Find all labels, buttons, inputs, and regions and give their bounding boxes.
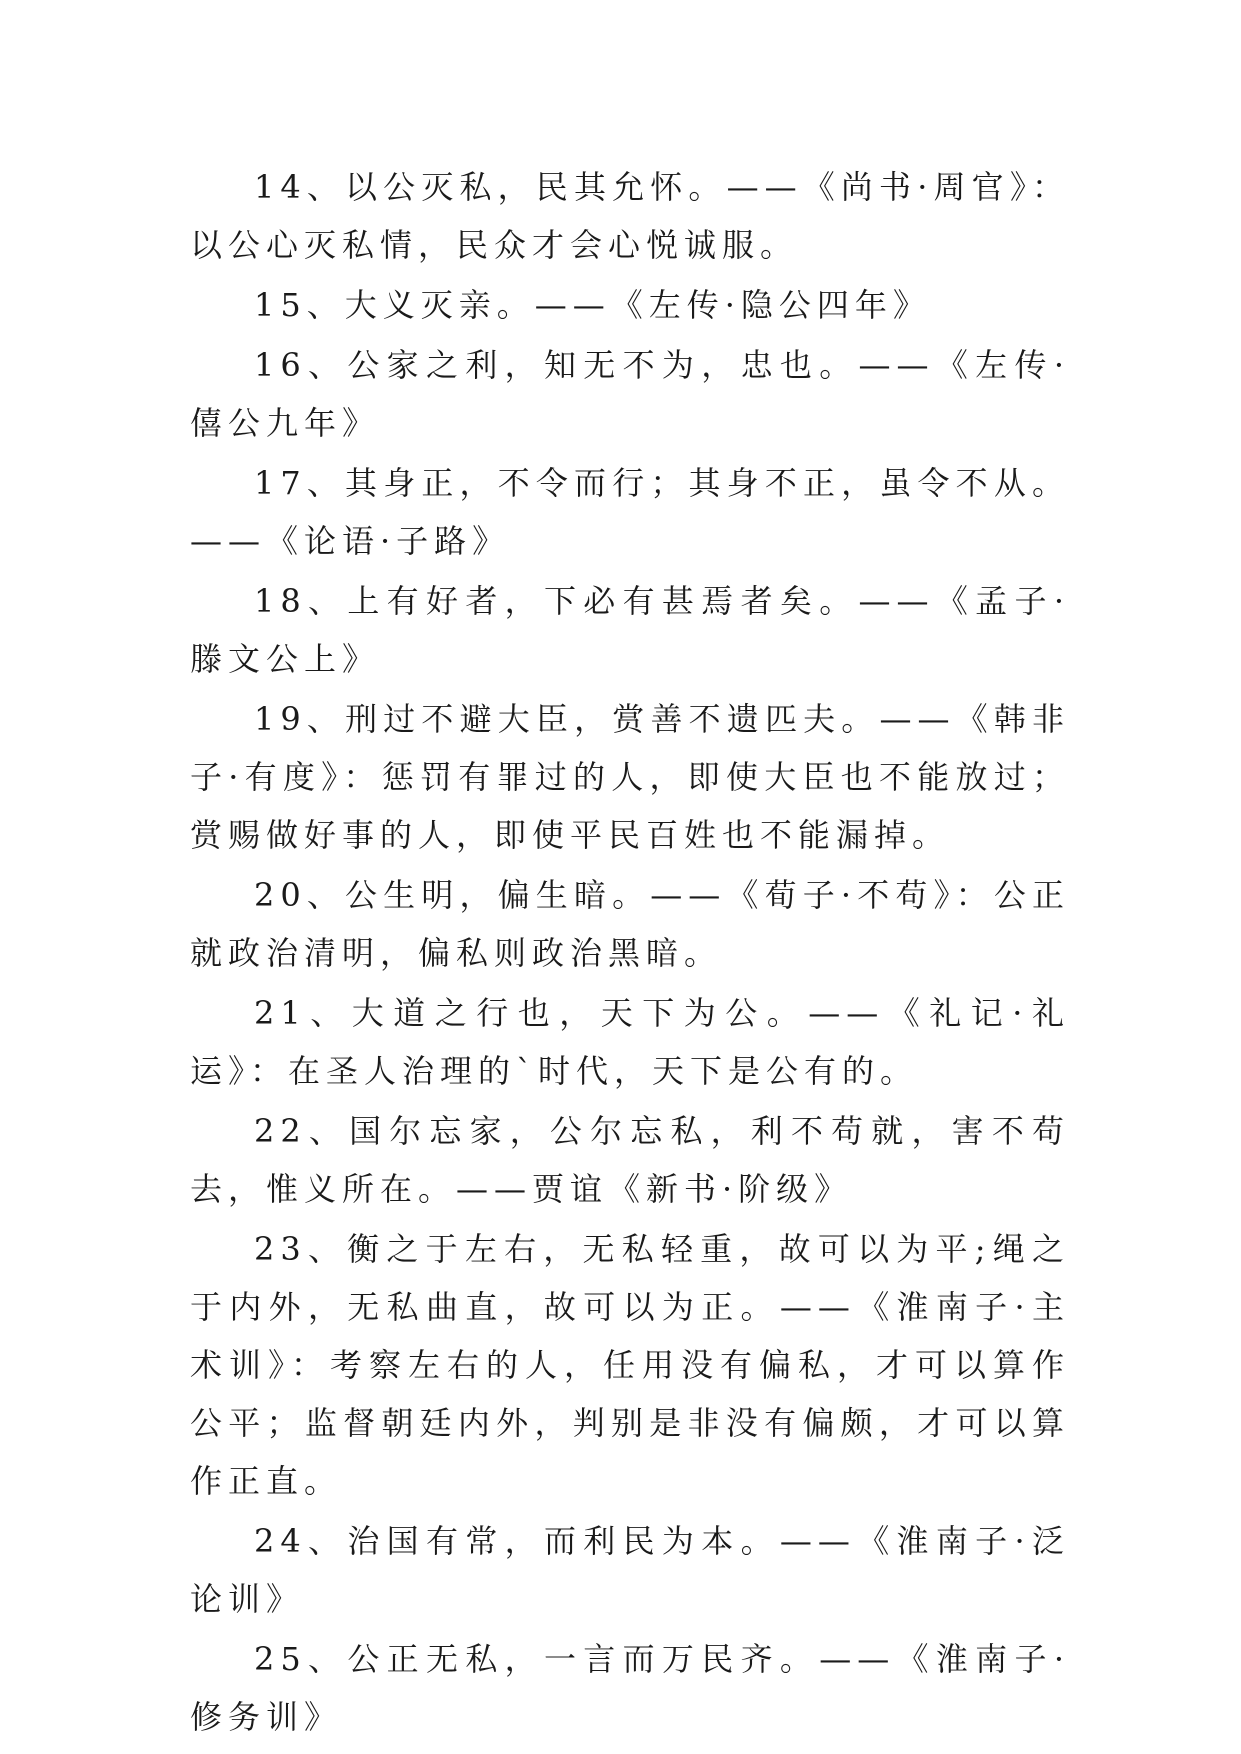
quote-paragraph-20: 20、公生明，偏生暗。——《荀子·不苟》：公正就政治清明，偏私则政治黑暗。: [190, 876, 1070, 972]
quote-paragraph-25: 25、公正无私，一言而万民齐。——《淮南子·修务训》: [190, 1640, 1070, 1736]
quote-paragraph-21: 21、大道之行也，天下为公。——《礼记·礼运》：在圣人治理的`时代，天下是公有的。: [190, 994, 1070, 1090]
quote-paragraph-18: 18、上有好者，下必有甚焉者矣。——《孟子·滕文公上》: [190, 582, 1070, 678]
quote-paragraph-15: 15、大义灭亲。——《左传·隐公四年》: [254, 286, 931, 324]
quote-paragraph-17: 17、其身正，不令而行；其身不正，虽令不从。——《论语·子路》: [190, 464, 1070, 560]
quote-paragraph-14: 14、以公灭私，民其允怀。——《尚书·周官》：以公心灭私情，民众才会心悦诚服。: [190, 168, 1070, 264]
document-body: [190, 158, 1070, 1748]
quote-paragraph-19: 19、刑过不避大臣，赏善不遗匹夫。——《韩非子·有度》：惩罚有罪过的人，即使大臣也不能放过；赏赐做好事的人，即使平民百姓也不能漏掉。: [190, 700, 1070, 854]
quote-paragraph-24: 24、治国有常，而利民为本。——《淮南子·泛论训》: [190, 1522, 1070, 1618]
quote-paragraph-23: 23、衡之于左右，无私轻重，故可以为平;绳之于内外，无私曲直，故可以为正。——《淮南子·主术训》：考察左右的人，任用没有偏私，才可以算作公平；监督朝廷内外，判别是非没有偏颇，才可以算作正直。: [190, 1230, 1070, 1500]
quote-paragraph-16: 16、公家之利，知无不为，忠也。——《左传·僖公九年》: [190, 346, 1070, 442]
quote-paragraph-22: 22、国尔忘家，公尔忘私，利不苟就，害不苟去，惟义所在。——贾谊《新书·阶级》: [190, 1112, 1070, 1208]
